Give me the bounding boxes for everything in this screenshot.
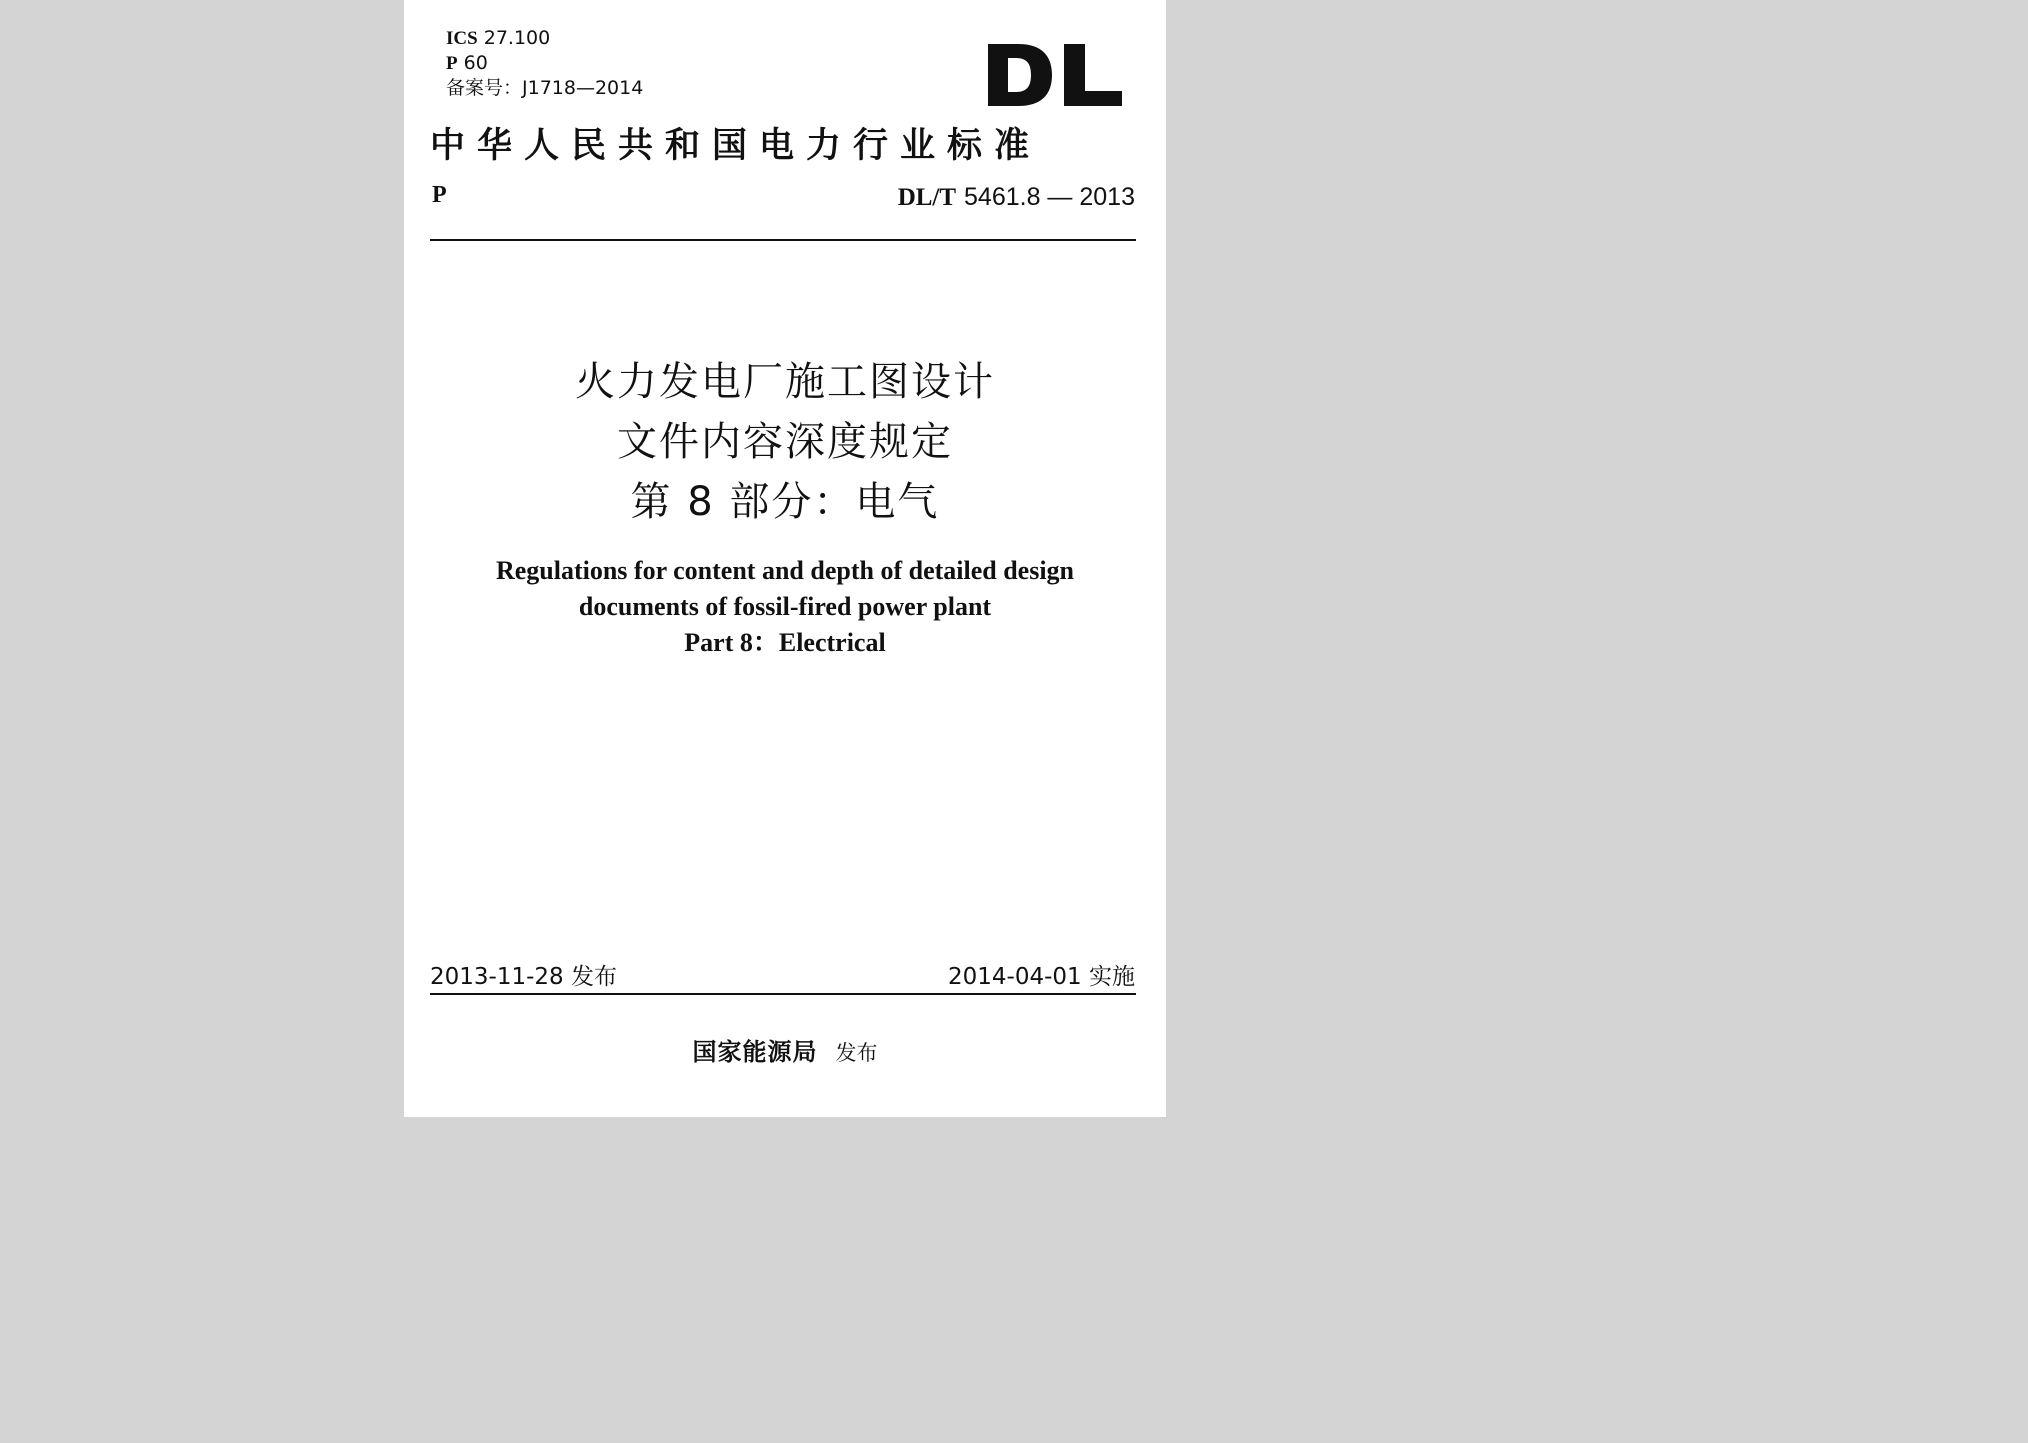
standard-code-number: 5461.8 — 2013 [964,183,1135,211]
header-divider [430,239,1136,241]
english-title-line: documents of fossil-fired power plant [578,592,992,621]
document-metadata [446,26,643,101]
chinese-title-line: 文件内容深度规定 [617,419,953,465]
chinese-title-line: 第 8 部分：电气 [630,479,940,525]
chinese-title [404,352,1166,532]
english-title [404,553,1166,661]
classification-letter: P [446,53,458,74]
dl-logo-letter-l [1064,44,1122,106]
national-standard-title: 中华人民共和国电力行业标准 [430,125,1042,166]
implementation-date: 2014-04-01 实施 [948,964,1135,990]
chinese-title-line: 火力发电厂施工图设计 [575,359,995,405]
dl-logo [984,40,1126,110]
ics-label: ICS [446,28,478,49]
publisher-suffix: 发布 [835,1041,878,1065]
classification-line [446,51,643,76]
ics-value: 27.100 [483,27,551,49]
publisher-name: 国家能源局 [692,1037,818,1066]
standard-code [898,182,1135,212]
record-value: J1718—2014 [522,77,644,99]
publisher [404,1032,1166,1067]
english-title-line: Regulations for content and depth of detailed design [495,556,1075,585]
footer-divider [430,993,1136,995]
standard-category: P [432,182,447,208]
classification-value: 60 [463,52,488,74]
ics-line [446,26,643,51]
english-title-line: Part 8：Electrical [684,628,886,657]
issue-date: 2013-11-28 发布 [430,964,617,990]
dl-logo-letter-d [988,44,1052,106]
record-label: 备案号： [446,77,523,99]
standard-code-prefix: DL/T [897,184,957,211]
document-cover [404,0,1166,1117]
record-number-line [446,76,643,101]
